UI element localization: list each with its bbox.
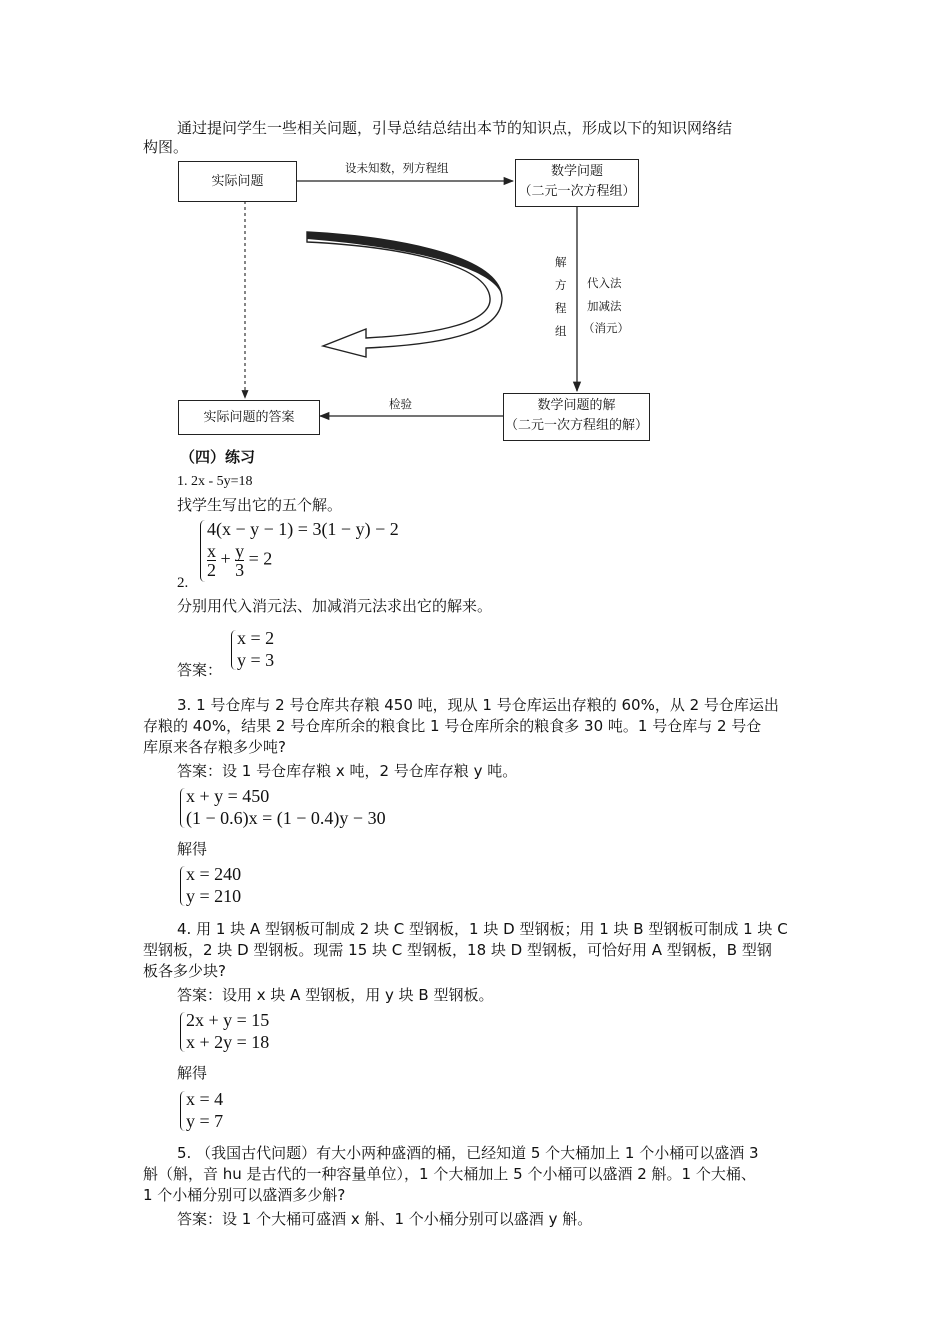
knowledge-diagram <box>0 0 950 460</box>
q2-number: 2. <box>177 575 189 591</box>
q4-system <box>178 1010 298 1056</box>
q4-line-1: 4. 用 1 块 A 型钢板可制成 2 块 C 型钢板，1 块 D 型钢板；用 1 块 B 型钢板可制成 1 块 C <box>177 920 788 938</box>
label-method-note: （消元） <box>583 321 629 335</box>
label-solve-2: 方 <box>555 278 567 292</box>
box-real-answer <box>178 400 320 435</box>
q3-eq2: (1 − 0.6)x = (1 − 0.4)y − 30 <box>186 808 386 828</box>
section-heading: （四）练习 <box>180 448 256 466</box>
box-real-problem-text: 实际问题 <box>211 174 264 189</box>
q4-solve-label: 解得 <box>177 1064 208 1082</box>
q4-solution-brace <box>180 1091 185 1131</box>
box-real-answer-text: 实际问题的答案 <box>203 410 295 425</box>
q5-line-1: 5. （我国古代问题）有大小两种盛酒的桶，已经知道 5 个大桶加上 1 个小桶可以盛酒 3 <box>177 1144 759 1162</box>
box-math-problem-line-1: 数学问题 <box>550 164 603 179</box>
q5-answer: 答案：设 1 个大桶可盛酒 x 斛、1 个小桶分别可以盛酒 y 斛。 <box>177 1210 593 1228</box>
q2-answer-system <box>230 628 310 674</box>
q2-frac-y <box>235 542 244 579</box>
q3-solve-label: 解得 <box>177 840 208 858</box>
q2-task: 分别用代入消元法、加减消元法求出它的解来。 <box>177 597 493 615</box>
q4-sol-y: y = 7 <box>186 1111 224 1131</box>
box-math-solution <box>503 393 650 441</box>
label-solve-3: 程 <box>555 301 567 315</box>
q2-frac-x-den: 2 <box>207 560 216 580</box>
q4-eq1: 2x + y = 15 <box>186 1010 270 1030</box>
q4-line-3: 板各多少块? <box>143 962 226 980</box>
label-method-substitution: 代入法 <box>587 276 622 290</box>
q3-line-1: 3. 1 号仓库与 2 号仓库共存粮 450 吨，现从 1 号仓库运出存粮的 60%，从 2 号仓库运出 <box>177 696 779 714</box>
box-math-problem-line-2: （二元一次方程组） <box>518 184 636 199</box>
label-solve-1: 解 <box>555 255 567 269</box>
q4-solution-system <box>178 1089 258 1135</box>
q2-eq2-rhs: = 2 <box>248 548 273 569</box>
q2-ans-y: y = 3 <box>237 650 275 670</box>
box-real-problem <box>178 161 297 202</box>
q5-line-3: 1 个小桶分别可以盛酒多少斛? <box>143 1186 346 1204</box>
q2-plus: + <box>220 548 231 569</box>
q1-equation: 1. 2x - 5y=18 <box>177 474 253 489</box>
q3-system <box>178 786 408 832</box>
q2-frac-y-num: y <box>235 541 245 561</box>
box-math-solution-line-2: （二元一次方程组的解） <box>504 418 648 433</box>
q3-eq1: x + y = 450 <box>186 786 270 806</box>
label-verify: 检验 <box>389 397 412 411</box>
q2-system <box>197 518 417 586</box>
q5-line-2: 斛（斛，音 hu 是古代的一种容量单位），1 个大桶加上 5 个小桶可以盛酒 2 斛。1 个大桶、 <box>143 1165 756 1183</box>
q3-line-2: 存粮的 40%，结果 2 号仓库所余的粮食比 1 号仓库所余的粮食多 30 吨。1 号仓库与 2 号仓 <box>143 717 762 735</box>
q2-eq1: 4(x − y − 1) = 3(1 − y) − 2 <box>207 519 399 539</box>
q3-solution-brace <box>180 866 185 906</box>
q3-sol-x: x = 240 <box>186 864 242 884</box>
q2-frac-x <box>207 542 216 579</box>
q2-answer-label: 答案： <box>177 661 223 679</box>
label-method-elimination: 加减法 <box>587 299 622 313</box>
label-formulate: 设未知数，列方程组 <box>345 161 449 175</box>
q2-frac-x-num: x <box>207 541 216 561</box>
box-math-solution-line-1: 数学问题的解 <box>537 398 616 413</box>
q4-eq2: x + 2y = 18 <box>186 1032 270 1052</box>
q4-brace <box>180 1012 185 1052</box>
q4-line-2: 型钢板，2 块 D 型钢板。现需 15 块 C 型钢板，18 块 D 型钢板，可恰好用 A 型钢板，B 型钢 <box>143 941 772 959</box>
intro-line-1: 通过提问学生一些相关问题，引导总结总结出本节的知识点，形成以下的知识网络结 <box>177 119 733 137</box>
q2-brace <box>200 520 205 582</box>
q3-answer: 答案：设 1 号仓库存粮 x 吨，2 号仓库存粮 y 吨。 <box>177 762 518 780</box>
intro-line-2: 构图。 <box>143 138 189 156</box>
q3-solution-system <box>178 864 278 910</box>
q3-brace <box>180 788 185 828</box>
q2-answer-brace <box>231 630 236 670</box>
label-solve-4: 组 <box>555 324 567 338</box>
q2-eq2 <box>207 542 272 579</box>
box-math-problem <box>515 159 639 207</box>
q1-task: 找学生写出它的五个解。 <box>177 496 343 514</box>
q4-answer: 答案：设用 x 块 A 型钢板，用 y 块 B 型钢板。 <box>177 986 494 1004</box>
q2-ans-x: x = 2 <box>237 628 275 648</box>
q2-frac-y-den: 3 <box>235 560 245 580</box>
diagram-connectors <box>0 0 950 460</box>
q3-line-3: 库原来各存粮多少吨? <box>143 738 286 756</box>
q3-sol-y: y = 210 <box>186 886 242 906</box>
q4-sol-x: x = 4 <box>186 1089 224 1109</box>
